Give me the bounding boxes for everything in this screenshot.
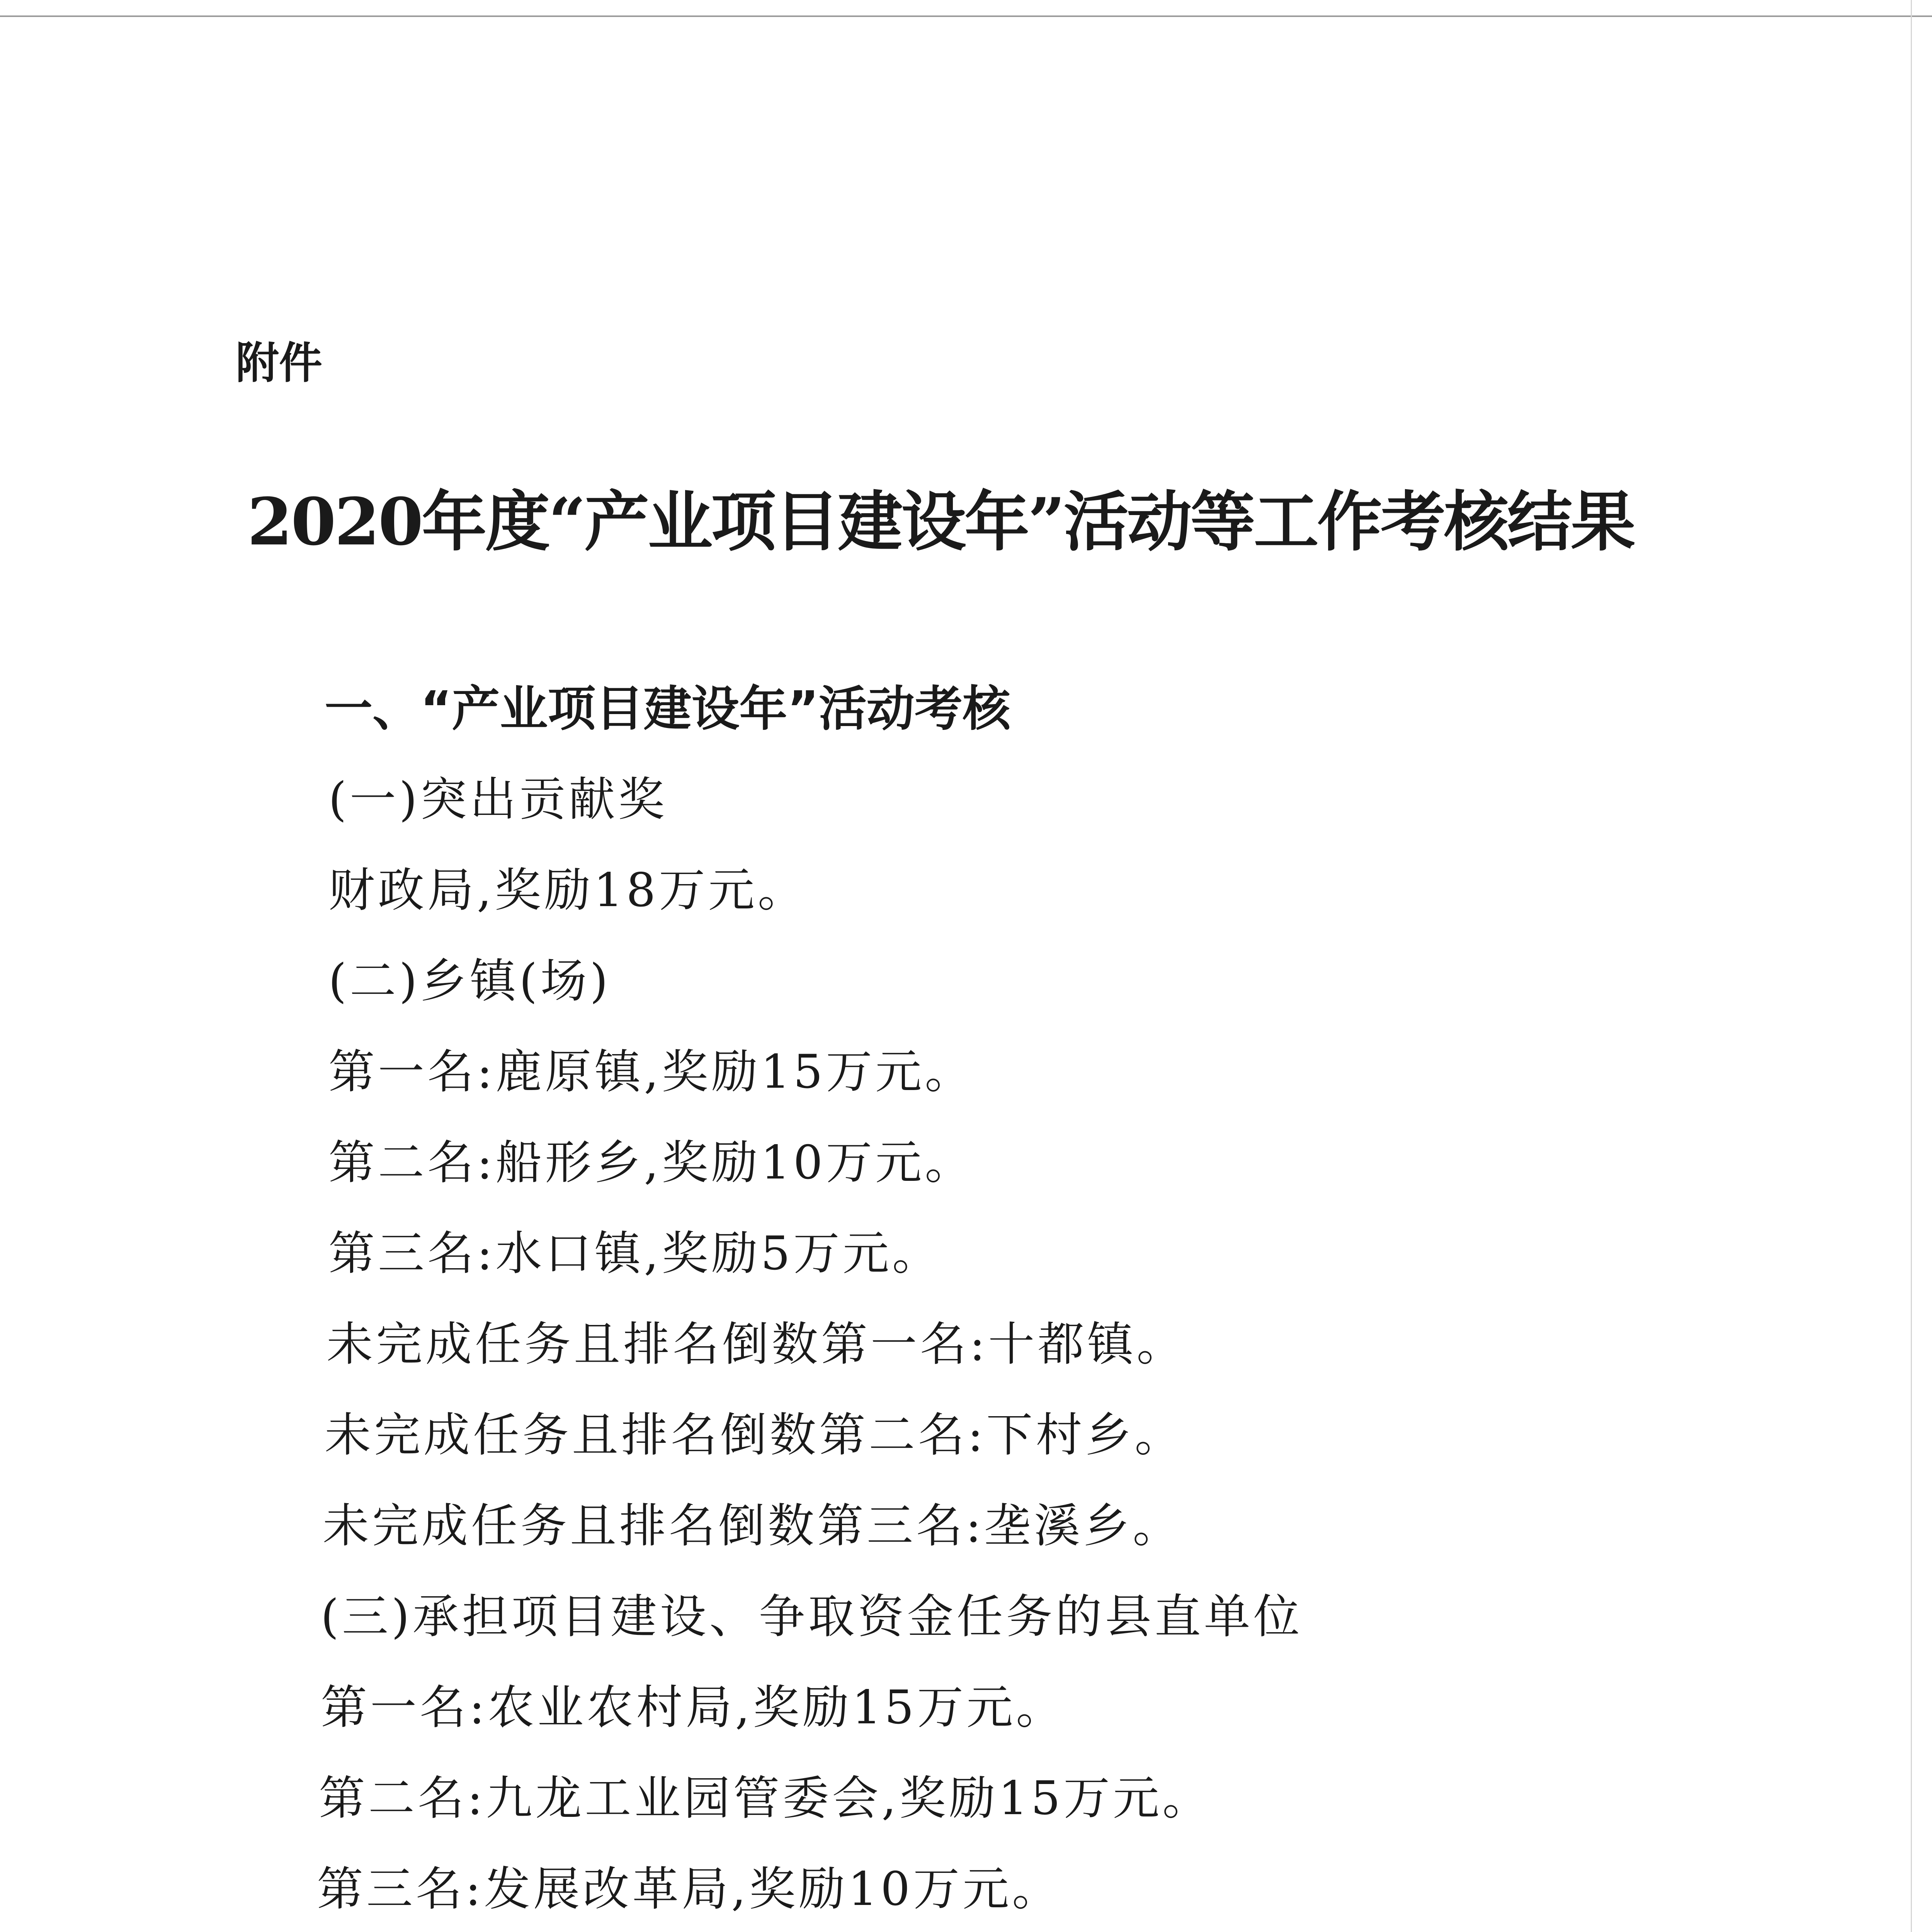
body-line: 未完成任务且排名倒数第一名:十都镇。 xyxy=(327,1318,1186,1371)
body-line: 第一名:农业农村局,奖励15万元。 xyxy=(321,1681,1066,1735)
body-line: 未完成任务且排名倒数第三名:垄溪乡。 xyxy=(323,1499,1182,1553)
attachment-label: 附件 xyxy=(236,338,322,388)
section-heading: 一、“产业项目建设年”活动考核 xyxy=(325,681,1010,737)
body-line: 第二名:船形乡,奖励10万元。 xyxy=(328,1136,975,1190)
subsection-heading: (二)乡镇(场) xyxy=(328,954,611,1008)
scan-right-edge xyxy=(1911,0,1912,1932)
subsection-heading: (三)承担项目建设、争取资金任务的县直单位 xyxy=(321,1590,1303,1644)
body-line: 未完成任务且排名倒数第二名:下村乡。 xyxy=(325,1408,1184,1462)
body-line: 财政局,奖励18万元。 xyxy=(328,864,807,917)
subsection-heading: (一)突出贡献奖 xyxy=(328,773,668,827)
scan-top-edge xyxy=(0,15,1932,17)
body-line: 第一名:鹿原镇,奖励15万元。 xyxy=(328,1045,975,1099)
body-line: 第二名:九龙工业园管委会,奖励15万元。 xyxy=(319,1772,1212,1825)
body-line: 第三名:水口镇,奖励5万元。 xyxy=(328,1227,942,1281)
body-line: 第三名:发展改革局,奖励10万元。 xyxy=(317,1862,1062,1916)
document-title: 2020年度“产业项目建设年”活动等工作考核结果 xyxy=(247,483,1634,560)
